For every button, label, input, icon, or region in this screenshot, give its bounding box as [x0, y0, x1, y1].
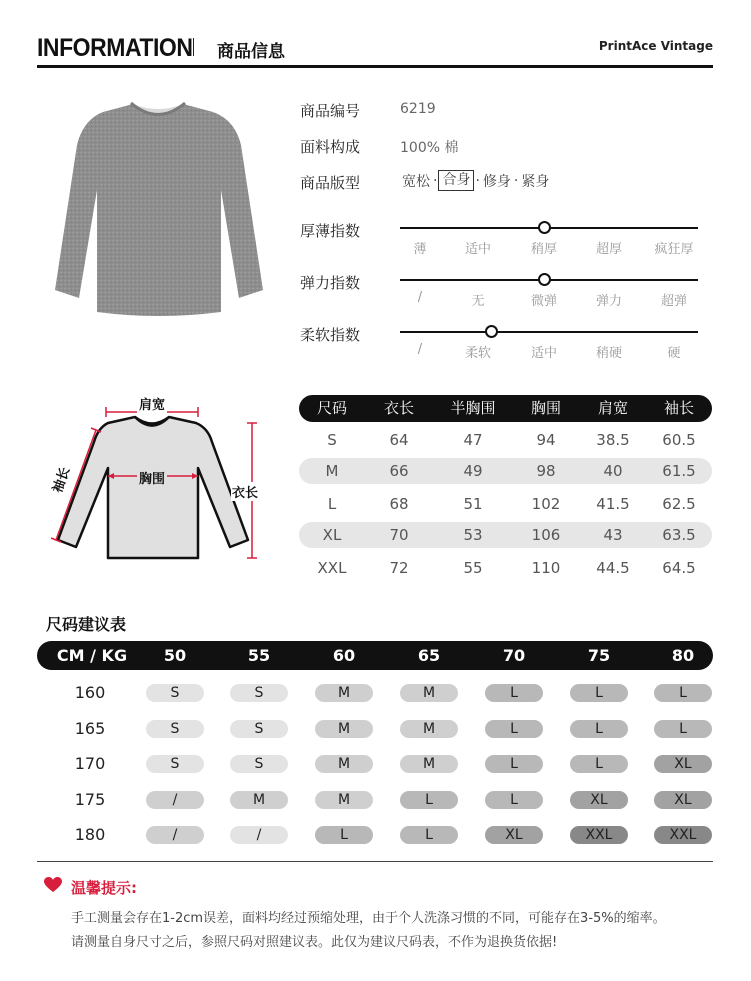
fit-options — [400, 170, 551, 191]
size-table-cell: 72 — [389, 559, 409, 577]
index-track — [400, 331, 698, 333]
weight-header-cell: 50 — [163, 646, 187, 665]
size-pill: XXL — [654, 826, 712, 844]
fit-option-selected: 合身 — [438, 170, 474, 191]
size-pill: S — [146, 684, 204, 702]
size-table-cell: M — [325, 462, 339, 480]
size-pill: L — [570, 755, 628, 773]
header-rule — [37, 65, 713, 68]
size-table-cell: 66 — [389, 462, 409, 480]
size-pill: S — [230, 684, 288, 702]
size-table-header-cell: 袖长 — [663, 399, 694, 417]
size-table-cell: 41.5 — [596, 495, 630, 513]
index-tick-label: 硬 — [667, 346, 681, 361]
chest-label: 胸围 — [137, 468, 167, 487]
size-table-cell: 40 — [603, 462, 623, 480]
size-table-header-cell: 肩宽 — [597, 399, 628, 417]
length-label: 衣长 — [231, 482, 259, 501]
index-tick-label: 超厚 — [595, 242, 622, 257]
size-table-cell: 53 — [463, 526, 483, 544]
size-table-cell: 94 — [536, 431, 556, 449]
index-tick-label: 超弹 — [660, 294, 687, 309]
index-tick-label: 适中 — [464, 242, 491, 257]
size-pill: M — [315, 684, 373, 702]
index-label: 弹力指数 — [300, 274, 361, 292]
size-pill: M — [230, 791, 288, 809]
size-table-cell: 44.5 — [596, 559, 630, 577]
size-pill: M — [315, 755, 373, 773]
fit-separator: · — [513, 172, 519, 189]
size-table-cell: 64.5 — [662, 559, 696, 577]
recommendation-rule — [37, 861, 713, 862]
index-marker — [538, 221, 551, 234]
fit-option: 紧身 — [521, 173, 550, 190]
product-code-value: 6219 — [400, 101, 436, 117]
size-table-cell: 63.5 — [662, 526, 696, 544]
size-table-cell: 98 — [536, 462, 556, 480]
index-tick-label: 稍厚 — [530, 242, 557, 257]
size-table-cell: 51 — [463, 495, 483, 513]
size-table-cell: S — [327, 431, 337, 449]
size-pill: S — [146, 755, 204, 773]
size-pill: S — [230, 720, 288, 738]
size-table-cell: 55 — [463, 559, 483, 577]
shoulder-label: 肩宽 — [137, 394, 167, 413]
fit-separator: · — [475, 172, 480, 189]
weight-header-cell: 55 — [247, 646, 271, 665]
size-pill: / — [146, 826, 204, 844]
index-tick-label: / — [417, 342, 423, 357]
size-pill: L — [400, 791, 458, 809]
index-label: 柔软指数 — [300, 326, 361, 344]
recommendation-corner-label: CM / KG — [56, 646, 128, 665]
size-pill: L — [654, 720, 712, 738]
height-label: 160 — [74, 683, 106, 702]
size-pill: / — [230, 826, 288, 844]
product-code-label: 商品编号 — [300, 102, 361, 120]
size-pill: M — [400, 720, 458, 738]
weight-header-cell: 75 — [587, 646, 611, 665]
size-pill: M — [315, 720, 373, 738]
size-pill: XXL — [570, 826, 628, 844]
fit-separator: · — [433, 172, 438, 189]
size-table-cell: 64 — [389, 431, 409, 449]
size-table-cell: 102 — [531, 495, 561, 513]
weight-header-cell: 65 — [417, 646, 441, 665]
weight-header-cell: 70 — [502, 646, 526, 665]
size-pill: XL — [654, 791, 712, 809]
fit-label: 商品版型 — [300, 174, 361, 192]
size-table-cell: 38.5 — [596, 431, 630, 449]
fabric-label: 面料构成 — [300, 138, 361, 156]
size-pill: L — [570, 684, 628, 702]
size-pill: XL — [570, 791, 628, 809]
weight-header-cell: 80 — [671, 646, 695, 665]
height-label: 180 — [74, 825, 106, 844]
size-pill: M — [400, 684, 458, 702]
height-label: 165 — [74, 719, 106, 738]
header-title-en: INFORMATION — [37, 34, 193, 62]
size-table-cell: 70 — [389, 526, 409, 544]
fit-option: 宽松 — [402, 173, 430, 190]
size-table-header-cell: 衣长 — [383, 399, 414, 417]
size-table-cell: 62.5 — [662, 495, 696, 513]
size-table-cell: 106 — [531, 526, 561, 544]
height-label: 170 — [74, 754, 106, 773]
size-pill: / — [146, 791, 204, 809]
size-table-cell: XXL — [317, 559, 347, 577]
size-table-cell: XL — [322, 526, 342, 544]
size-pill: L — [485, 755, 543, 773]
size-table-cell: 60.5 — [662, 431, 696, 449]
size-table-header-cell: 半胸围 — [450, 399, 496, 417]
size-pill: M — [315, 791, 373, 809]
tshirt-photo — [45, 100, 271, 320]
size-pill: L — [315, 826, 373, 844]
index-tick-label: 适中 — [530, 346, 557, 361]
index-tick-label: / — [417, 290, 423, 305]
size-pill: S — [146, 720, 204, 738]
header-title-cn: 商品信息 — [217, 42, 285, 62]
size-pill: M — [400, 755, 458, 773]
index-label: 厚薄指数 — [300, 222, 361, 240]
fabric-value: 100% 棉 — [400, 140, 459, 156]
size-table-cell: 68 — [389, 495, 409, 513]
sleeve-label: 袖长 — [46, 463, 73, 496]
size-table-cell: L — [327, 495, 337, 513]
index-tick-label: 微弹 — [530, 294, 557, 309]
size-table-header-cell: 尺码 — [316, 399, 347, 417]
index-marker — [485, 325, 498, 338]
index-marker — [538, 273, 551, 286]
weight-header-cell: 60 — [332, 646, 356, 665]
notice-title: 温馨提示: — [71, 879, 137, 897]
size-table-cell: 47 — [463, 431, 483, 449]
brand-name: PrintAce Vintage — [598, 39, 713, 53]
size-pill: L — [485, 720, 543, 738]
size-pill: S — [230, 755, 288, 773]
size-table-cell: 61.5 — [662, 462, 696, 480]
size-pill: L — [654, 684, 712, 702]
size-table-header-cell: 胸围 — [530, 399, 561, 417]
header-divider — [193, 38, 194, 56]
index-tick-label: 柔软 — [464, 346, 491, 361]
size-table-cell: 49 — [463, 462, 483, 480]
size-pill: XL — [654, 755, 712, 773]
size-pill: L — [485, 684, 543, 702]
index-tick-label: 无 — [471, 294, 485, 309]
size-pill: L — [485, 791, 543, 809]
index-tick-label: 薄 — [413, 242, 427, 257]
size-table-cell: 43 — [603, 526, 623, 544]
heart-icon — [44, 877, 62, 893]
fit-option: 修身 — [482, 173, 511, 190]
size-table-cell: 110 — [531, 559, 561, 577]
notice-line-1: 手工测量会存在1-2cm误差，面料均经过预缩处理，由于个人洗涤习惯的不同，可能存在3-5%的缩率。 — [71, 911, 666, 926]
size-pill: L — [400, 826, 458, 844]
index-tick-label: 弹力 — [595, 294, 622, 309]
size-pill: L — [570, 720, 628, 738]
index-tick-label: 稍硬 — [595, 346, 622, 361]
index-tick-label: 疯狂厚 — [654, 242, 694, 257]
size-pill: XL — [485, 826, 543, 844]
height-label: 175 — [74, 790, 106, 809]
recommendation-title: 尺码建议表 — [46, 615, 127, 634]
notice-line-2: 请测量自身尺寸之后，参照尺码对照建议表。此仅为建议尺码表，不作为退换货依据! — [71, 935, 558, 950]
